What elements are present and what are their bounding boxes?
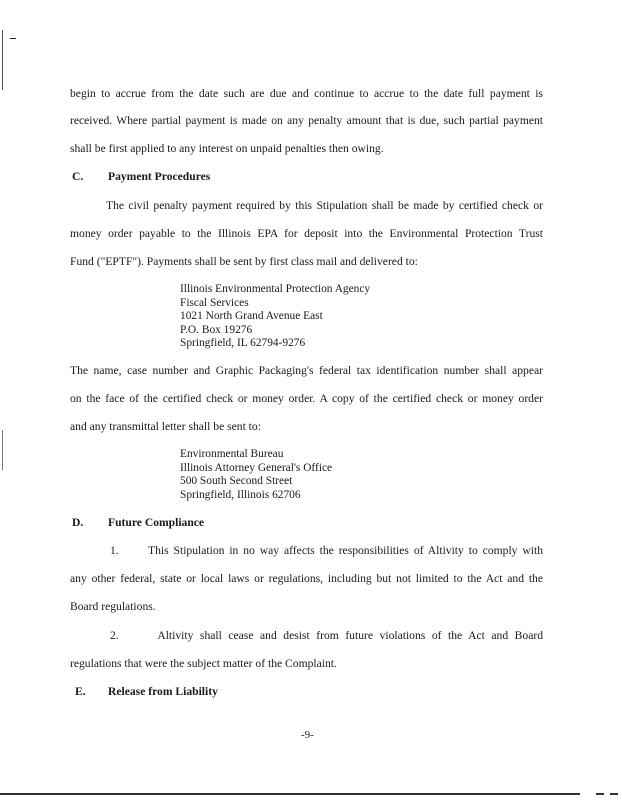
address-epa-line-2: Fiscal Services [180,296,249,309]
scan-dash-bottom-right [596,793,604,795]
address-ag-line-2: Illinois Attorney General's Office [180,461,333,474]
heading-d-letter: D. [72,516,84,529]
paragraph-3-line-1: The name, case number and Graphic Packaging's federal tax identification number shall appear [70,364,543,377]
paragraph-1-line-1: begin to accrue from the date such are due and continue to accrue to the date full payment is [70,87,543,100]
scan-mark-left-lower [2,430,3,470]
scan-dash-bottom-right2 [610,793,618,795]
page-number: -9- [301,729,314,741]
scan-line-bottom [0,793,580,795]
heading-c-title: Payment Procedures [108,170,211,183]
address-epa-line-3: 1021 North Grand Avenue East [180,310,323,323]
paragraph-1-line-2: received. Where partial payment is made on any penalty amount that is due, such partial payment [70,114,543,127]
heading-e-title: Release from Liability [108,685,218,698]
heading-payment-procedures [72,170,210,183]
address-ag-line-4: Springfield, Illinois 62706 [180,488,301,501]
paragraph-3-line-3: and any transmittal letter shall be sent to: [70,420,261,433]
paragraph-2-line-2: money order payable to the Illinois EPA for deposit into the Environmental Protection Trust [70,227,543,240]
paragraph-5-line-1: 2. Altivity shall cease and desist from future violations of the Act and Board [110,629,543,642]
paragraph-5-line-2: regulations that were the subject matter of the Complaint. [70,657,337,670]
heading-release-from-liability [75,685,218,698]
paragraph-3-line-2: on the face of the certified check or money order. A copy of the certified check or money order [70,392,543,405]
heading-future-compliance [72,516,204,529]
address-ag-line-3: 500 South Second Street [180,475,293,488]
heading-e-letter: E. [75,685,86,698]
address-illinois-epa [180,283,370,351]
address-epa-line-5: Springfield, IL 62794-9276 [180,337,306,350]
scan-mark-left [2,30,3,90]
scan-dash-top [10,38,16,39]
address-epa-line-4: P.O. Box 19276 [180,323,253,336]
heading-c-letter: C. [72,170,84,183]
paragraph-4-line-2: any other federal, state or local laws or regulations, including but not limited to the Act and the [70,572,543,585]
paragraph-2-line-1: The civil penalty payment required by this Stipulation shall be made by certified check or [106,199,543,212]
paragraph-1-line-3: shall be first applied to any interest on unpaid penalties then owing. [70,142,384,155]
heading-d-title: Future Compliance [108,516,205,529]
address-epa-line-1: Illinois Environmental Protection Agency [180,283,371,295]
address-attorney-general [180,448,332,502]
paragraph-2-line-3: Fund ("EPTF"). Payments shall be sent by first class mail and delivered to: [70,255,418,268]
address-ag-line-1: Environmental Bureau [180,448,284,460]
paragraph-4-line-1: 1. This Stipulation in no way affects the responsibilities of Altivity to comply with [110,544,543,557]
paragraph-4-line-3: Board regulations. [70,600,156,613]
